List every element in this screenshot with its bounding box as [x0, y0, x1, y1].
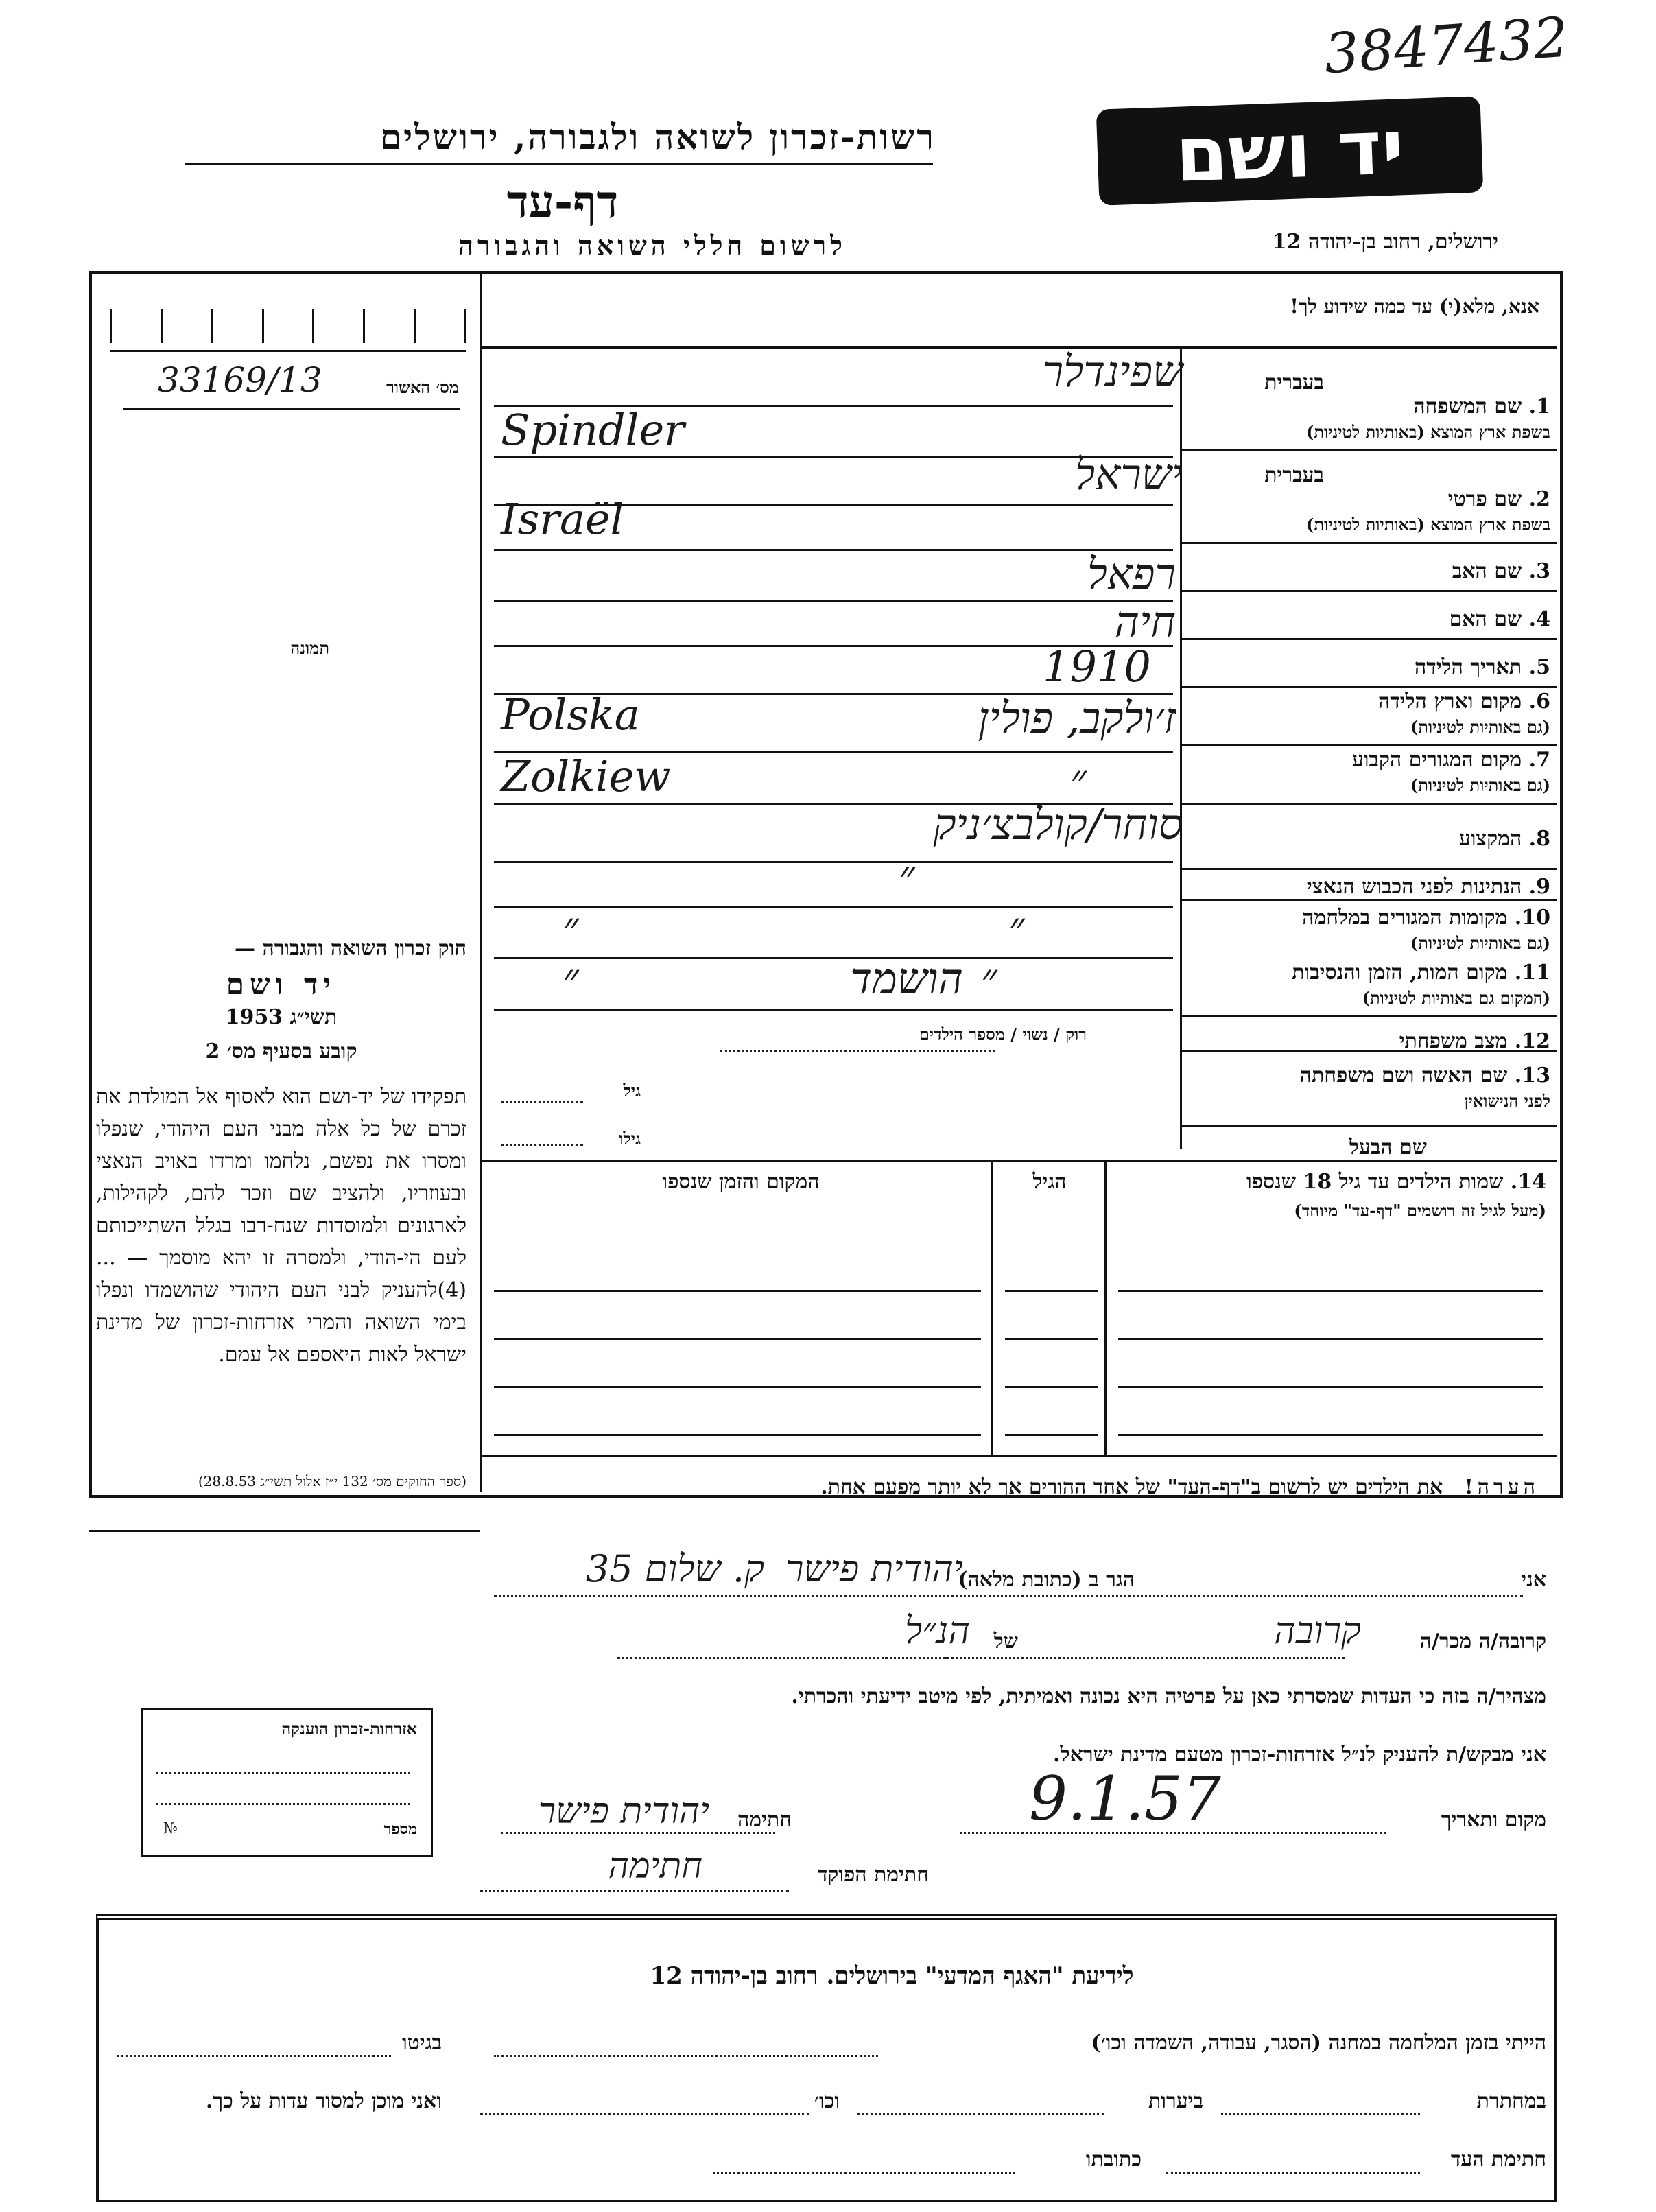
hw-signature: יהודית פישר — [538, 1791, 709, 1832]
hw-address: ק. שלום 35 — [585, 1547, 764, 1590]
camp-dotted — [494, 2055, 878, 2057]
hw-ditto-wartime-1: ״ — [563, 902, 579, 952]
field-10-sub: (גם באותיות לטיניות) — [1410, 933, 1550, 953]
field-2-sub: בשפת ארץ המוצא (באותיות לטיניות) — [1306, 515, 1550, 534]
children-row-line — [1118, 1434, 1543, 1436]
hw-ditto-death-2: ״ — [981, 954, 997, 1004]
section-rule — [480, 1455, 1557, 1457]
logo-text: יד ושם — [1174, 103, 1406, 199]
hw-official-signature: חתימה — [608, 1846, 702, 1887]
wife-age-label: גיל — [623, 1081, 641, 1101]
hw-given-latin: Israël — [501, 494, 624, 544]
underground-dotted — [1221, 2113, 1420, 2115]
field-rule — [1180, 686, 1557, 688]
hw-given-he: ישראל — [1075, 449, 1183, 499]
page-title: דף-עד — [506, 175, 619, 228]
husband-age-label: גילו — [619, 1129, 641, 1149]
hw-birth-year: 1910 — [1043, 642, 1151, 692]
info-box — [96, 1914, 1557, 2202]
forests-dotted — [857, 2113, 1104, 2115]
place-date-label: מקום ותאריך — [1441, 1808, 1546, 1832]
hw-ditto-citizenship: ״ — [899, 851, 915, 901]
request-text: אני מבקש/ת להעניק לנ״ל אזרחות-זכרון מטעם מדינת ישראל. — [1053, 1743, 1546, 1767]
children-col-age: הגיל — [1032, 1170, 1067, 1194]
field-rule — [1180, 899, 1557, 901]
of-label: של — [993, 1629, 1018, 1654]
children-col-divider — [991, 1160, 993, 1455]
hw-surname-he: שפינדלר — [1042, 346, 1183, 397]
marital-options: רוק / נשוי / מספר הילדים — [919, 1024, 1087, 1044]
info-line1-b: בגיטו — [401, 2031, 442, 2055]
children-sub: (מעל לגיל זה רושמים "דף-עד" מיוחד) — [1294, 1201, 1546, 1221]
law-year: תשי״ג 1953 — [225, 1005, 338, 1029]
info-line2-c: וכו׳ — [814, 2089, 840, 2113]
citizenship-box — [141, 1708, 433, 1857]
children-row-line — [1118, 1290, 1543, 1292]
address-dotted — [713, 2172, 1015, 2174]
entry-line — [494, 1009, 1173, 1011]
field-11-label: 11. מקום המות, הזמן והנסיבות — [1292, 961, 1550, 985]
field-12-label: 12. מצב משפחתי — [1399, 1029, 1550, 1053]
id-underline — [123, 408, 460, 410]
field-10-label: 10. מקומות המגורים במלחמה — [1302, 906, 1550, 930]
info-title: לידיעת "האגף המדעי" בירושלים. רחוב בן-יהודה 12 — [650, 1962, 1134, 1990]
declaration-text: מצהיר/ה בזה כי העדות שמסרתי כאן על פרטיה היא נכונה ואמיתית, לפי מיטב ידיעתי והכרתי. — [791, 1684, 1546, 1708]
info-line2-b: ביערות — [1148, 2089, 1203, 2113]
signature-label: חתימה — [737, 1808, 792, 1832]
field-8-label: 8. המקצוע — [1458, 827, 1550, 851]
info-line3-b: כתובתו — [1085, 2148, 1142, 2172]
hw-surname-latin: Spindler — [501, 405, 685, 455]
date-dotted — [960, 1832, 1386, 1834]
section-rule — [480, 1160, 1557, 1162]
entry-line — [494, 861, 1173, 863]
header-address: ירושלים, רחוב בן-יהודה 12 — [1272, 230, 1498, 254]
witness-sig-dotted — [1166, 2172, 1420, 2174]
declarant-dotted — [494, 1595, 1523, 1597]
official-dotted — [480, 1890, 789, 1892]
info-line1-a: הייתי בזמן המלחמה במחנה (הסגר, עבודה, השמדה וכו׳) — [1091, 2031, 1546, 2055]
id-tick-row — [110, 309, 466, 352]
id-value: 33169/13 — [158, 360, 322, 400]
hw-death: הושמד — [850, 954, 963, 1004]
hw-of-whom: הנ״ל — [905, 1609, 970, 1652]
info-line2-d: ואני מוכן למסור עדות על כך. — [205, 2089, 442, 2113]
relation-dotted — [885, 1657, 1345, 1659]
field-labels — [1187, 353, 1550, 1160]
children-row-line — [1118, 1338, 1543, 1340]
law-bottom-rule — [89, 1530, 480, 1532]
form-instruction: אנא, מלא(י) עד כמה שידוע לך! — [1290, 295, 1539, 318]
children-row-line — [1005, 1386, 1098, 1388]
hw-date: 9.1.57 — [1029, 1763, 1221, 1834]
info-line2-a: במחתרת — [1476, 2089, 1546, 2113]
page-subtitle: לרשום חללי השואה והגבורה — [458, 230, 847, 261]
field-13-label: 13. שם האשה ושם משפחתה — [1299, 1063, 1550, 1087]
children-header: 14. שמות הילדים עד גיל 18 שנספו — [1246, 1170, 1546, 1194]
law-reference: (ספר החוקים מס׳ 132 י״ז אלול תשי״ג 28.8.53) — [198, 1473, 466, 1490]
field-6-label: 6. מקום וארץ הלידה — [1377, 690, 1550, 714]
field-7-label: 7. מקום המגורים הקבוע — [1351, 748, 1550, 772]
field-6-sub: (גם באותיות לטיניות) — [1410, 717, 1550, 737]
field-9-label: 9. הנתינות לפני הכבוש הנאצי — [1306, 875, 1550, 899]
field-rule — [1180, 868, 1557, 870]
photo-label: תמונה — [290, 638, 329, 658]
field-rule — [1180, 590, 1557, 592]
field-1-sub: בשפת ארץ המוצא (באותיות לטיניות) — [1306, 422, 1550, 442]
law-name: יד ושם — [226, 967, 337, 1001]
field-11-sub: (המקום גם באותיות לטיניות) — [1362, 988, 1550, 1008]
etc-dotted — [480, 2113, 809, 2115]
children-row-line — [494, 1338, 981, 1340]
field-rule — [1180, 744, 1557, 746]
hw-father: רפאל — [1087, 549, 1176, 599]
citizenship-box-number-label: מספר — [383, 1820, 417, 1838]
signature-dotted — [501, 1832, 775, 1834]
law-title: חוק זכרון השואה והגבורה — — [235, 937, 466, 961]
archive-number: 3847432 — [1322, 5, 1571, 86]
left-panel-divider — [480, 271, 482, 1492]
children-col-place: המקום והזמן שנספו — [662, 1170, 820, 1194]
hw-birth-place-he: ז׳ולקב, פולין — [978, 693, 1176, 743]
hebrew-tag-2: בעברית — [1264, 463, 1324, 487]
children-row-line — [494, 1290, 981, 1292]
marital-dotted — [720, 1050, 995, 1052]
children-row-line — [1005, 1338, 1098, 1340]
husband-age-dotted — [501, 1144, 583, 1146]
note — [510, 1475, 1539, 1499]
entry-line — [494, 906, 1173, 908]
wife-age-dotted — [501, 1101, 583, 1103]
hw-ditto-wartime-2: ״ — [1008, 902, 1025, 952]
hw-ditto-residence: ״ — [1070, 755, 1087, 805]
relative-label: קרובה/ה מכר/ה — [1419, 1629, 1546, 1654]
declarant-prefix: אני — [1521, 1568, 1546, 1592]
hw-residence-latin: Zolkiew — [501, 751, 671, 801]
hw-mother: חיה — [1114, 597, 1176, 647]
children-row-line — [1005, 1290, 1098, 1292]
note-text: את הילדים יש לרשום ב"דף-העד" של אחד ההורים אך לא יותר מפעם אחת. — [820, 1475, 1443, 1499]
field-rule — [1180, 1050, 1557, 1052]
authority-underline — [185, 163, 933, 165]
hw-ditto-death-1: ״ — [563, 954, 579, 1004]
citizenship-box-no: № — [163, 1820, 178, 1837]
official-sig-label: חתימת הפוקד — [817, 1863, 929, 1887]
law-text: תפקידו של יד-ושם הוא לאסוף אל המולדת את זכרם של כל אלה מבני העם היהודי, שנפלו ומסרו את נפשם, נלחמו ומרדו באויב הנאצי ובעוזריו, ולהציב שם וזכר להם, לקהילות, לארגונים ולמוסדות שנח-רבו בגלל השתייכותם לעם הי-הודי, ולמסרה זו יהא מוסמך — ...(4)להעניק לבני העם היהודי שהושמדו ונפלו בימי השואה והמרי אזרחות-זכרון של מדינת ישראל לאות היאספם אל עמם. — [96, 1085, 466, 1367]
children-row-line — [494, 1386, 981, 1388]
field-5-label: 5. תאריך הלידה — [1415, 655, 1550, 679]
hw-relation: קרובה — [1274, 1609, 1361, 1652]
children-col-divider — [1104, 1160, 1107, 1455]
field-13-sub: לפני הנישואין — [1464, 1091, 1550, 1111]
field-rule — [1180, 803, 1557, 805]
field-7-sub: (גם באותיות לטיניות) — [1410, 775, 1550, 795]
field-rule — [1180, 449, 1557, 451]
field-3-label: 3. שם האב — [1452, 559, 1550, 583]
field-rule — [1180, 1015, 1557, 1017]
field-rule — [1180, 1125, 1557, 1127]
children-row-line — [494, 1434, 981, 1436]
children-row-line — [1118, 1386, 1543, 1388]
info-line3-a: חתימת העד — [1450, 2148, 1546, 2172]
field-rule — [1180, 638, 1557, 640]
field-2-label: 2. שם פרטי — [1447, 487, 1550, 511]
hw-declarant: יהודית פישר — [785, 1547, 963, 1590]
note-label: הערה! — [1464, 1475, 1539, 1499]
field-1-label: 1. שם המשפחה — [1413, 395, 1550, 419]
declarant-addr-label: הגר ב (כתובת מלאה) — [958, 1568, 1135, 1592]
field-4-label: 4. שם האם — [1449, 607, 1550, 631]
citizenship-box-title: אזרחות-זכרון הוענקה — [281, 1719, 417, 1739]
field-rule — [1180, 542, 1557, 544]
husband-label: שם הבעל — [1349, 1136, 1427, 1160]
id-label: מס׳ האשור — [386, 377, 459, 397]
law-clause: קובע בסעיף מס׳ 2 — [205, 1039, 357, 1063]
hebrew-tag-1: בעברית — [1264, 370, 1324, 395]
hw-birth-place-latin: Polska — [501, 690, 640, 740]
yad-vashem-logo — [1096, 96, 1484, 205]
hw-profession: סוחר/קולבצ׳ניק — [933, 799, 1183, 849]
authority-name: רשות-זכרון לשואה ולגבורה, ירושלים — [379, 117, 936, 157]
of-dotted — [617, 1657, 947, 1659]
children-row-line — [1005, 1434, 1098, 1436]
ghetto-dotted — [117, 2055, 391, 2057]
